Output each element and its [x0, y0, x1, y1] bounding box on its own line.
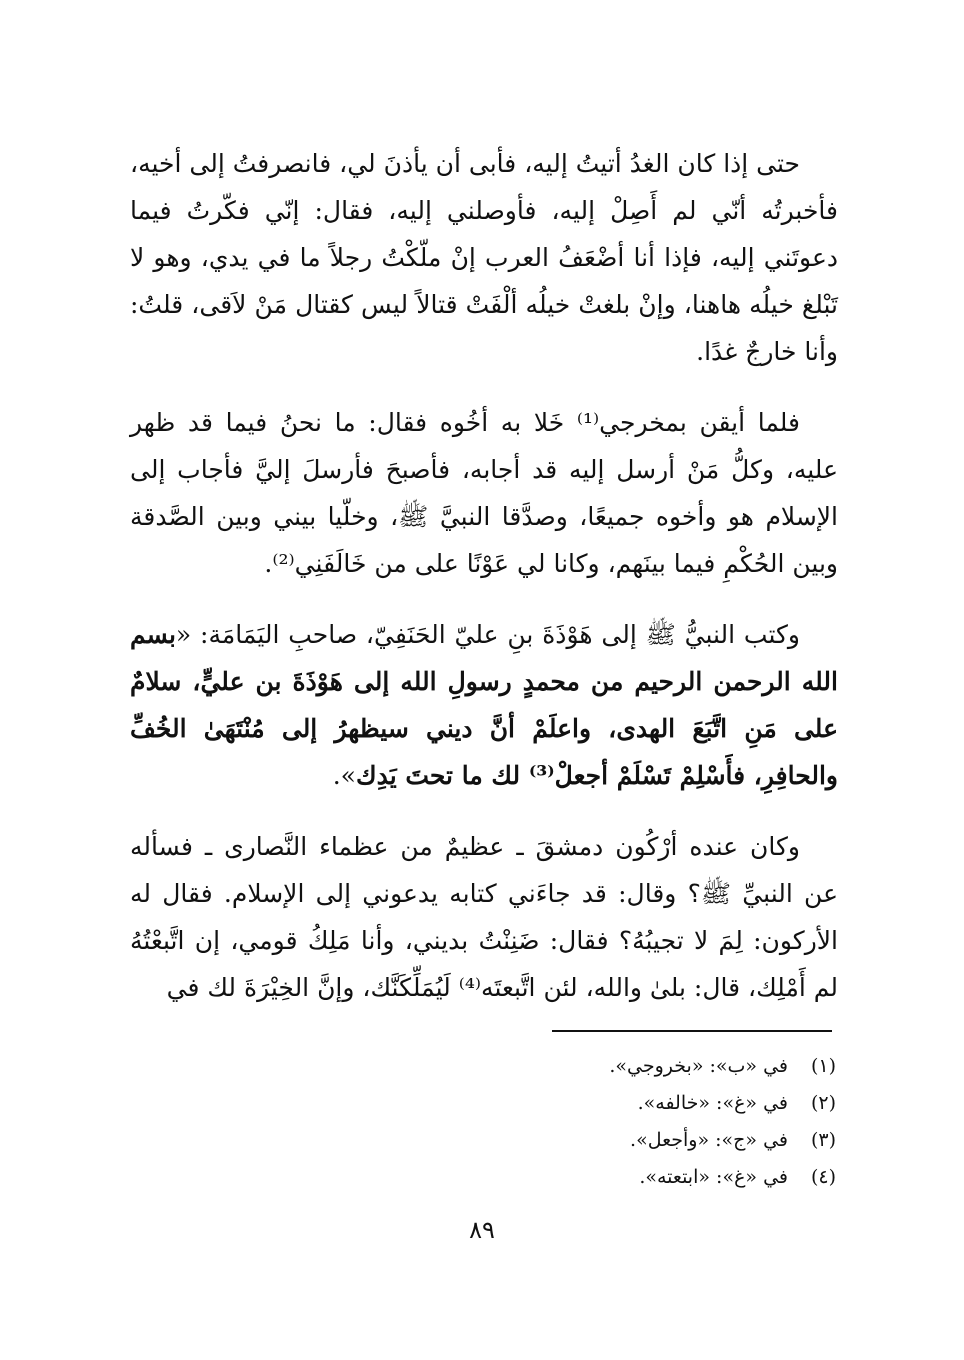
footnote-item [316, 1085, 836, 1122]
page-number: ٨٩ [469, 1216, 495, 1244]
footnote-number: (٢) [810, 1092, 836, 1114]
paragraph-3-intro: وكتب النبيُّ ﷺ إلى هَوْذَةَ بنِ عليّ الحَنَفِيّ، صاحبِ اليَمَامَة: « [175, 620, 800, 649]
paragraph-2: فلما أيقن بمخرجي⁽¹⁾ خَلا به أخُوه فقال: ما نحنُ فيما قد ظهر عليه، وكلُّ مَنْ أرسل إليه قد أجابه، فأصبحَ فأرسلَ إليَّ فأجاب إلى الإسلام هو وأخوه جميعًا، وصدَّقا النبيَّ ﷺ، وخلّيا بيني وبين الصَّدقة وبين الحُكْمِ فيما بينَهم، وكانا لي عَوْنًا على من خَالَفَنِي⁽²⁾. [130, 408, 838, 578]
paragraph-3-closing: ». [332, 761, 356, 790]
main-text [130, 140, 838, 1035]
paragraph-3-letter [130, 611, 838, 799]
paragraph-1: حتى إذا كان الغدُ أتيتُ إليه، فأبى أن يأذنَ لي، فانصرفتُ إلى أخيه، فأخبرتُه أنّي لم أَصِلْ إليه، فأوصلني إليه، فقال: إنّي فكّرتُ فيما دعوتَني إليه، فإذا أنا أضْعَفُ العرب إنْ ملّكْتُ رجلاً ما في يدي، وهو لا تَبْلغ خيلُه هاهنا، وإنْ بلغتْ خيلُه ألْفَتْ قتالاً ليس كقتال مَنْ لاَقى، قلتُ: وأنا خارجٌ غدًا. [130, 149, 838, 366]
footnote-text: في «ب»: «بخروجي». [609, 1055, 788, 1077]
footnote-item [316, 1159, 836, 1196]
footnotes [316, 1048, 836, 1196]
footnote-number: (١) [810, 1055, 836, 1077]
footnote-divider [552, 1030, 832, 1032]
footnote-number: (٤) [810, 1166, 836, 1188]
footnote-item [316, 1048, 836, 1085]
footnote-number: (٣) [810, 1129, 836, 1151]
footnote-item [316, 1122, 836, 1159]
footnote-text: في «غ»: «ابتعته». [639, 1166, 788, 1188]
prophet-letter-text: بسم الله الرحمن الرحيم من محمدٍ رسولِ الله إلى هَوْذَةَ بن عليٍّ، سلامٌ على مَنِ اتَّبَعَ الهدى، واعلَمْ أنَّ ديني سيظهرُ إلى مُنْتَهَىٰ الخُفِّ والحافِرِ، فأَسْلِمْ تَسْلَمْ أجعلْ⁽³⁾ لك ما تحتَ يَدِك [130, 620, 838, 790]
footnote-text: في «غ»: «خالفه». [637, 1092, 788, 1114]
paragraph-4: وكان عنده أرْكُون دمشقَ ـ عظيمٌ من عظماء النَّصارى ـ فسأله عن النبيِّ ﷺ؟ وقال: قد جاءَني كتابه يدعوني إلى الإسلام. فقال له الأركون: لِمَ لا تجيبُهُ؟ فقال: ضَنِنْتُ بديني، وأنا مَلِكُ قومي، إن اتَّبعْتُهُ لم أَمْلِك، قال: بلىٰ والله، لئن اتَّبعتَه⁽⁴⁾ لَيُمَلِّكَنَّك، وإنَّ الخِيْرَةَ لك في [130, 832, 838, 1002]
footnote-text: في «ج»: «وأجعل». [630, 1129, 788, 1151]
